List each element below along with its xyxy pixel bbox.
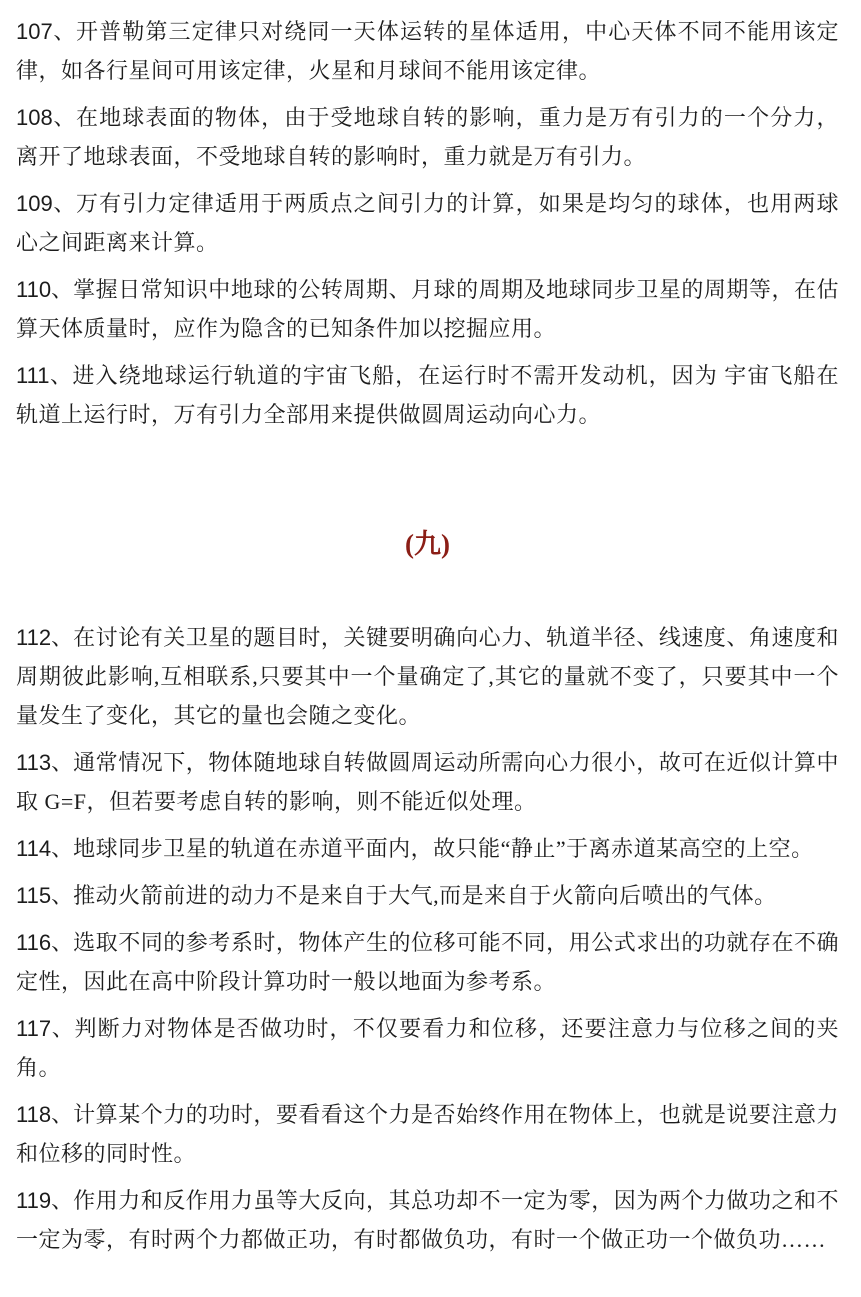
- item-number: 116、: [16, 930, 74, 955]
- item-number: 119、: [16, 1188, 74, 1213]
- item-text: 万有引力定律适用于两质点之间引力的计算，如果是均匀的球体，也用两球心之间距离来计算。: [16, 191, 839, 255]
- item-text: 通常情况下，物体随地球自转做圆周运动所需向心力很小，故可在近似计算中取 G=F，但若要考虑自转的影响，则不能近似处理。: [16, 750, 839, 814]
- note-item: [16, 184, 839, 262]
- item-number: 108、: [16, 105, 76, 130]
- note-item: [16, 1181, 839, 1259]
- item-number: 114、: [16, 836, 74, 861]
- note-item: [16, 1095, 839, 1173]
- item-text: 判断力对物体是否做功时，不仅要看力和位移，还要注意力与位移之间的夹角。: [16, 1016, 839, 1080]
- note-item: [16, 923, 839, 1001]
- note-item: [16, 98, 839, 176]
- note-item: [16, 829, 839, 868]
- note-item: [16, 270, 839, 348]
- item-number: 107、: [16, 19, 76, 44]
- item-text: 掌握日常知识中地球的公转周期、月球的周期及地球同步卫星的周期等，在估算天体质量时，应作为隐含的已知条件加以挖掘应用。: [16, 277, 839, 341]
- note-item: [16, 618, 839, 735]
- item-text: 在地球表面的物体，由于受地球自转的影响，重力是万有引力的一个分力，离开了地球表面，不受地球自转的影响时，重力就是万有引力。: [16, 105, 839, 169]
- item-text: 作用力和反作用力虽等大反向，其总功却不一定为零，因为两个力做功之和不一定为零，有时两个力都做正功，有时都做负功，有时一个做正功一个做负功……: [16, 1188, 839, 1252]
- note-item: [16, 1009, 839, 1087]
- item-number: 115、: [16, 883, 74, 908]
- note-item: [16, 743, 839, 821]
- item-text: 计算某个力的功时，要看看这个力是否始终作用在物体上，也就是说要注意力和位移的同时性。: [16, 1102, 839, 1166]
- item-number: 112、: [16, 625, 74, 650]
- item-number: 109、: [16, 191, 76, 216]
- section-heading: (九): [405, 529, 450, 559]
- notes-section-part2: [16, 618, 839, 1259]
- item-number: 110、: [16, 277, 74, 302]
- item-text: 开普勒第三定律只对绕同一天体运转的星体适用，中心天体不同不能用该定律，如各行星间可用该定律，火星和月球间不能用该定律。: [16, 19, 839, 83]
- note-item: [16, 876, 839, 915]
- item-text: 进入绕地球运行轨道的宇宙飞船，在运行时不需开发动机，因为 宇宙飞船在轨道上运行时，万有引力全部用来提供做圆周运动向心力。: [16, 363, 839, 427]
- note-item: [16, 356, 839, 434]
- note-item: [16, 12, 839, 90]
- item-text: 推动火箭前进的动力不是来自于大气,而是来自于火箭向后喷出的气体。: [73, 883, 777, 908]
- item-number: 118、: [16, 1102, 74, 1127]
- item-number: 117、: [16, 1016, 75, 1041]
- item-text: 选取不同的参考系时，物体产生的位移可能不同，用公式求出的功就存在不确定性，因此在高中阶段计算功时一般以地面为参考系。: [16, 930, 839, 994]
- notes-section-part1: [16, 12, 839, 434]
- item-number: 113、: [16, 750, 74, 775]
- item-text: 地球同步卫星的轨道在赤道平面内，故只能“静止”于离赤道某高空的上空。: [73, 836, 814, 861]
- item-number: 111、: [16, 363, 73, 388]
- item-text: 在讨论有关卫星的题目时，关键要明确向心力、轨道半径、线速度、角速度和周期彼此影响,互相联系,只要其中一个量确定了,其它的量就不变了，只要其中一个量发生了变化，其它的量也会随之变化。: [16, 625, 839, 728]
